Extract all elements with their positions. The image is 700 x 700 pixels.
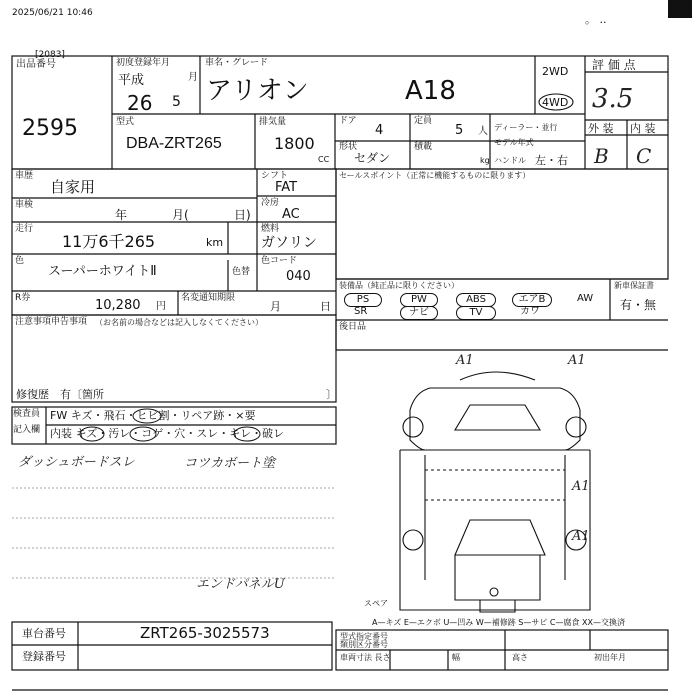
damage-legend: A—キズ E—エクボ U—凹み W—補修跡 S—サビ C—腐食 XX—交換済 bbox=[372, 618, 626, 627]
inspection-day: 日) bbox=[234, 208, 251, 222]
lot-label: 出品番号 bbox=[16, 59, 56, 70]
corner-block bbox=[668, 0, 692, 18]
color-change-label: 色替 bbox=[232, 267, 251, 277]
recycle-unit: 円 bbox=[156, 301, 166, 312]
notes-sub: （お名前の場合などは記入しなくてください） bbox=[95, 318, 263, 327]
inspection-month: 月( bbox=[172, 208, 189, 222]
exterior-label: 外 装 bbox=[588, 122, 614, 135]
grade-title: 評 価 点 bbox=[592, 58, 636, 72]
drive-4wd: 4WD bbox=[542, 96, 569, 109]
vehicle-grade: A18 bbox=[405, 76, 456, 106]
damage-mark-side-right: A1 bbox=[572, 479, 590, 494]
lot-code: [2083] bbox=[35, 50, 65, 60]
usage-label: 車歴 bbox=[15, 171, 34, 181]
seats-label: 定員 bbox=[414, 116, 433, 126]
exterior-grade: B bbox=[594, 144, 609, 168]
recycle-label: R券 bbox=[15, 293, 31, 303]
drive-2wd: 2WD bbox=[542, 65, 569, 78]
vehicle-name: アリオン bbox=[206, 76, 309, 106]
handle-label: ハンドル bbox=[494, 156, 526, 165]
reg-no-label: 登録番号 bbox=[22, 650, 66, 663]
seats-value: 5 bbox=[455, 123, 464, 138]
inspection-label: 車検 bbox=[15, 200, 34, 210]
notes-label: 注意事項申告事項 bbox=[15, 317, 88, 327]
load-label: 積載 bbox=[414, 142, 433, 152]
handwritten-right: コツカボート塗 bbox=[184, 456, 276, 471]
shift-value: FAT bbox=[275, 180, 298, 195]
grade-score: 3.5 bbox=[592, 84, 634, 114]
timestamp: 2025/06/21 10:46 bbox=[12, 8, 93, 18]
dims-height: 高さ bbox=[512, 653, 528, 662]
displacement-value: 1800 bbox=[274, 134, 315, 153]
equip-navi: ナビ bbox=[400, 306, 438, 320]
interior-grade: C bbox=[636, 144, 652, 168]
mileage-value: 11万6千265 bbox=[62, 232, 156, 251]
seats-unit: 人 bbox=[478, 126, 488, 137]
equip-airbag: エアB bbox=[512, 293, 552, 307]
damage-mark-front-left: A1 bbox=[456, 353, 474, 368]
cert-label: 型式指定番号 類別区分番号 bbox=[340, 632, 388, 649]
color-code-value: 040 bbox=[286, 269, 311, 284]
handwritten-left: ダッシュボードスレ bbox=[18, 455, 135, 470]
handwritten-bottom: エンドパネルU bbox=[196, 577, 285, 592]
color-value: スーパーホワイトⅡ bbox=[48, 264, 157, 279]
dims-width: 幅 bbox=[452, 653, 460, 662]
inspector-label-1: 検査員 bbox=[13, 409, 41, 419]
shape-value: セダン bbox=[354, 151, 391, 165]
color-code-label: 色コード bbox=[261, 256, 298, 266]
equip-sr: SR bbox=[354, 306, 368, 317]
corner-mark: 。 .. bbox=[585, 13, 607, 26]
warranty-label: 新車保証書 bbox=[614, 281, 654, 290]
equip-tv: TV bbox=[456, 306, 496, 320]
damage-mark-rear-right: A1 bbox=[572, 529, 590, 544]
shape-label: 形状 bbox=[339, 142, 358, 152]
recycle-value: 10,280 bbox=[95, 298, 141, 313]
repair-history: 修復歴 有〔箇所 bbox=[16, 388, 104, 401]
inspector-label-2: 記入欄 bbox=[13, 425, 41, 435]
repair-history-close: 〕 bbox=[326, 388, 337, 401]
handle-value: 左・右 bbox=[535, 154, 568, 167]
ac-label: 冷房 bbox=[261, 198, 280, 208]
tax-label: 名変通知期限 bbox=[181, 293, 236, 303]
registration-month: 5 bbox=[172, 94, 181, 110]
tax-month: 月 bbox=[270, 300, 281, 313]
post-sale-label: 後日品 bbox=[339, 322, 367, 332]
dealer-label: ディーラー・並行 bbox=[494, 123, 558, 132]
interior-label: 内 装 bbox=[630, 122, 656, 135]
load-unit: kg bbox=[480, 156, 490, 165]
displacement-unit: CC bbox=[318, 155, 330, 164]
car-diagram bbox=[400, 372, 590, 612]
equip-abs: ABS bbox=[456, 293, 496, 307]
equip-ps: PS bbox=[344, 293, 382, 307]
tax-day: 日 bbox=[320, 300, 331, 313]
mileage-unit: km bbox=[206, 236, 224, 249]
equipment-label: 装備品（純正品に限りください） bbox=[339, 281, 459, 290]
doors-value: 4 bbox=[375, 123, 384, 138]
registration-month-unit: 月 bbox=[188, 72, 198, 83]
ac-value: AC bbox=[282, 207, 300, 222]
chassis-value: ZRT265-3025573 bbox=[140, 624, 270, 642]
spare-label: スペア bbox=[364, 599, 388, 608]
color-label: 色 bbox=[15, 256, 25, 266]
shift-label: シフト bbox=[261, 171, 289, 181]
equip-leather: カワ bbox=[520, 306, 540, 317]
first-reg-label: 初出年月 bbox=[594, 653, 626, 662]
registration-era: 平成 bbox=[118, 73, 145, 88]
registration-year: 26 bbox=[127, 91, 153, 115]
inspector-row-exterior: FW キズ・飛石・ヒビ割・リペア跡・×要 bbox=[50, 409, 256, 422]
displacement-label: 排気量 bbox=[259, 117, 287, 127]
equip-pw: PW bbox=[400, 293, 438, 307]
usage-value: 自家用 bbox=[50, 178, 96, 196]
model-year-label: モデル年式 bbox=[494, 138, 534, 147]
inspector-row-interior: 内装 キズ・汚レ・コゲ・穴・スレ・キレ・破レ bbox=[50, 427, 285, 440]
damage-mark-front-right: A1 bbox=[568, 353, 586, 368]
mileage-label: 走行 bbox=[15, 224, 34, 234]
fuel-value: ガソリン bbox=[261, 235, 317, 251]
lot-number: 2595 bbox=[22, 116, 78, 141]
warranty-value: 有・無 bbox=[620, 298, 657, 312]
model-label: 型式 bbox=[116, 117, 135, 127]
registration-label: 初度登録年月 bbox=[116, 58, 171, 68]
fuel-label: 燃料 bbox=[261, 224, 280, 234]
chassis-label: 車台番号 bbox=[22, 627, 66, 640]
equip-aw: AW bbox=[577, 293, 594, 304]
vehicle-name-label: 車名・グレード bbox=[205, 58, 269, 68]
model-value: DBA-ZRT265 bbox=[126, 135, 222, 152]
inspection-year: 年 bbox=[115, 208, 128, 222]
selling-points-label: セールスポイント（正常に機能するものに限ります） bbox=[339, 171, 531, 180]
dims-label: 車両寸法 長さ bbox=[340, 653, 391, 662]
doors-label: ドア bbox=[339, 116, 357, 126]
